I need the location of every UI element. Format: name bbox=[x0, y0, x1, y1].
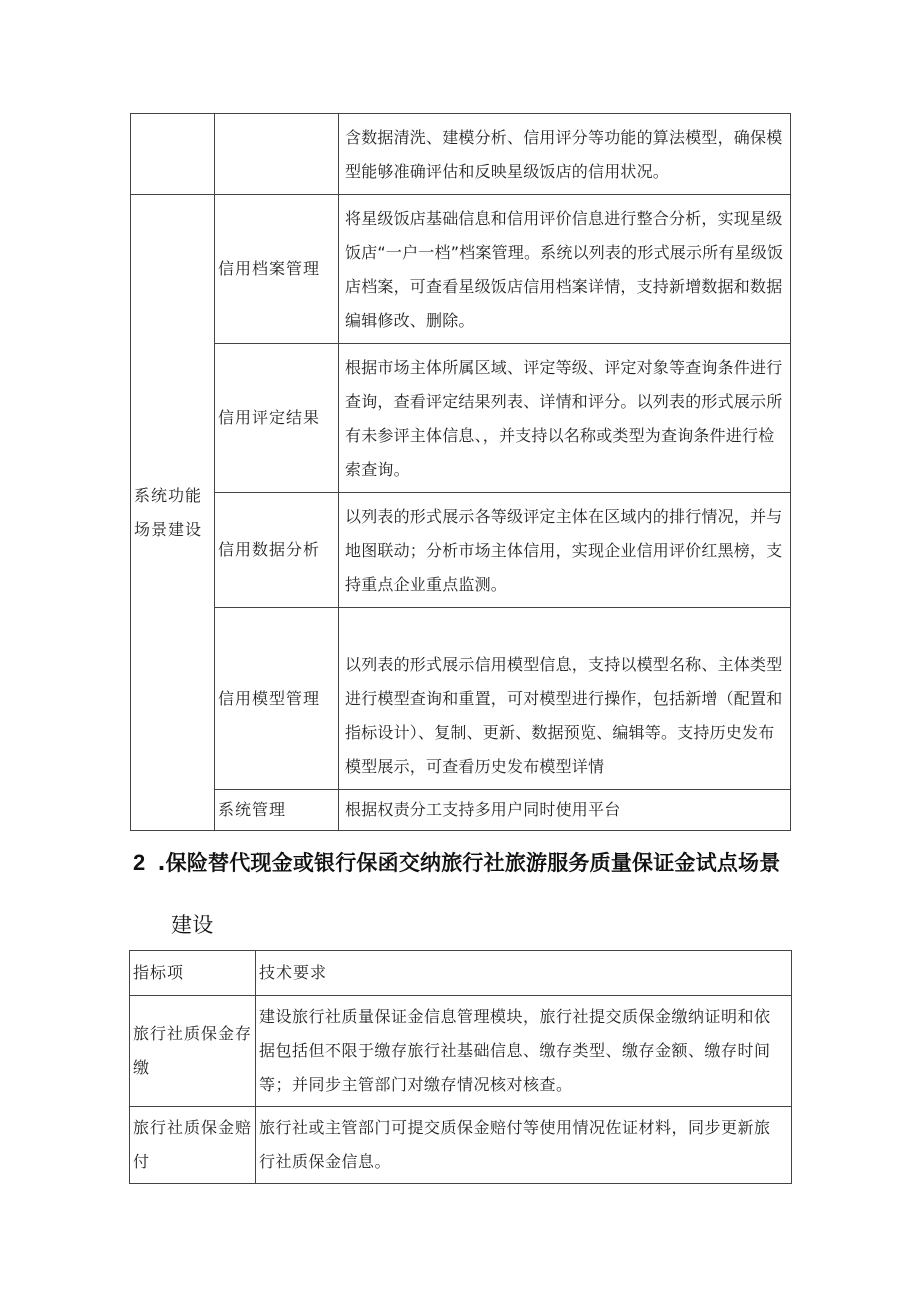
table-row bbox=[130, 1107, 792, 1184]
function-name: 信用档案管理 bbox=[215, 195, 339, 344]
empty-cell bbox=[215, 114, 339, 195]
indicator-item: 旅行社质保金存缴 bbox=[130, 996, 256, 1107]
row-description: 含数据清洗、建模分析、信用评分等功能的算法模型，确保模型能够准确评估和反映星级饭店的信用状况。 bbox=[339, 114, 791, 195]
table-row bbox=[131, 344, 791, 493]
category-cell: 系统功能场景建设 bbox=[131, 195, 215, 831]
section-title-line2: 建设 bbox=[171, 913, 214, 937]
table-header-row bbox=[130, 951, 792, 996]
table-row bbox=[131, 195, 791, 344]
function-table bbox=[130, 113, 791, 831]
empty-cell bbox=[131, 114, 215, 195]
function-name: 系统管理 bbox=[215, 790, 339, 831]
section-heading bbox=[133, 832, 803, 956]
indicator-table bbox=[129, 950, 792, 1184]
function-name: 信用评定结果 bbox=[215, 344, 339, 493]
section-title-line1: .保险替代现金或银行保函交纳旅行社旅游服务质量保证金试点场景 bbox=[157, 851, 781, 875]
section-number: 2 bbox=[133, 850, 146, 875]
table-row bbox=[130, 996, 792, 1107]
function-description: 根据权责分工支持多用户同时使用平台 bbox=[339, 790, 791, 831]
function-name: 信用数据分析 bbox=[215, 493, 339, 608]
table-row bbox=[131, 114, 791, 195]
indicator-requirement: 旅行社或主管部门可提交质保金赔付等使用情况佐证材料，同步更新旅行社质保金信息。 bbox=[256, 1107, 792, 1184]
header-indicator: 指标项 bbox=[130, 951, 256, 996]
function-description: 根据市场主体所属区域、评定等级、评定对象等查询条件进行查询，查看评定结果列表、详情和评分。以列表的形式展示所有未参评主体信息、，并支持以名称或类型为查询条件进行检索查询。 bbox=[339, 344, 791, 493]
header-requirement: 技术要求 bbox=[256, 951, 792, 996]
function-description: 以列表的形式展示各等级评定主体在区域内的排行情况，并与地图联动；分析市场主体信用，实现企业信用评价红黑榜，支持重点企业重点监测。 bbox=[339, 493, 791, 608]
function-name: 信用模型管理 bbox=[215, 608, 339, 790]
indicator-requirement: 建设旅行社质量保证金信息管理模块，旅行社提交质保金缴纳证明和依据包括但不限于缴存旅行社基础信息、缴存类型、缴存金额、缴存时间等；并同步主管部门对缴存情况核对核查。 bbox=[256, 996, 792, 1107]
function-description: 以列表的形式展示信用模型信息，支持以模型名称、主体类型进行模型查询和重置，可对模型进行操作，包括新增（配置和指标设计）、复制、更新、数据预览、编辑等。支持历史发布模型展示，可查看历史发布模型详情 bbox=[339, 608, 791, 790]
indicator-item: 旅行社质保金赔付 bbox=[130, 1107, 256, 1184]
table-row bbox=[131, 608, 791, 790]
function-description: 将星级饭店基础信息和信用评价信息进行整合分析，实现星级饭店“一户一档”档案管理。系统以列表的形式展示所有星级饭店档案，可查看星级饭店信用档案详情，支持新增数据和数据编辑修改、删除。 bbox=[339, 195, 791, 344]
table-row bbox=[131, 493, 791, 608]
table-row bbox=[131, 790, 791, 831]
